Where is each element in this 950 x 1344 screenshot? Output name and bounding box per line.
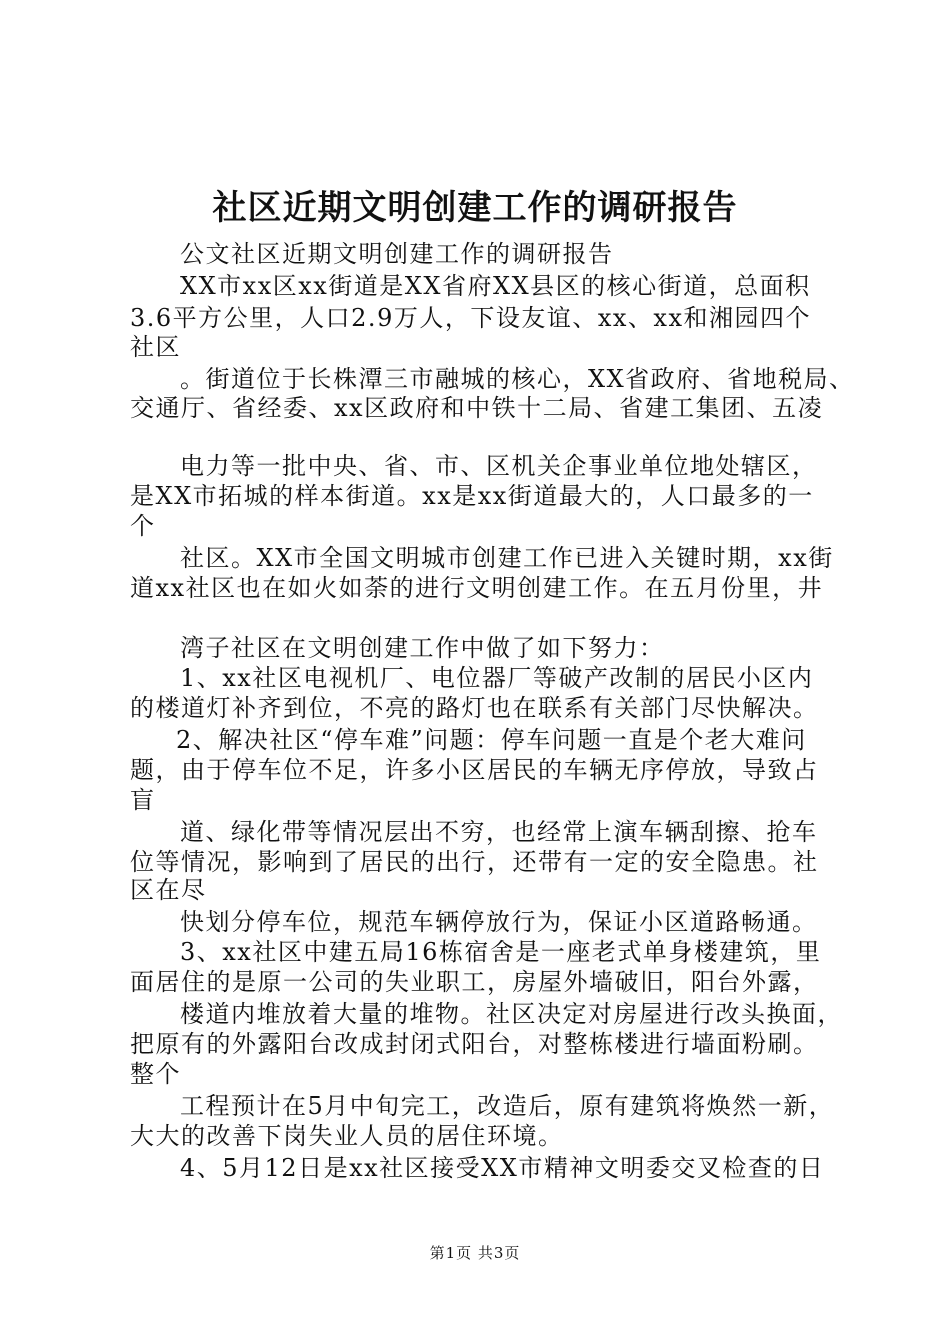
text-line: 湾子社区在文明创建工作中做了如下努力： [180,634,665,662]
text-line: 道、绿化带等情况层出不穷，也经常上演车辆刮擦、抢车 [180,818,818,846]
page-footer: 第1页 共3页 [429,1244,521,1262]
text-line: 工程预计在5月中旬完工，改造后，原有建筑将焕然一新， [180,1092,835,1120]
text-line: 大大的改善下岗失业人员的居住环境。 [130,1122,564,1150]
text-line: 楼道内堆放着大量的堆物。社区决定对房屋进行改头换面， [180,1000,843,1028]
text-line: 社区。XX市全国文明城市创建工作已进入关键时期，xx街 [180,544,834,572]
text-line: 。街道位于长株潭三市融城的核心，XX省政府、省地税局、 [180,365,855,393]
text-line: 个 [130,512,156,540]
text-line: 题，由于停车位不足，许多小区居民的车辆无序停放，导致占 [130,756,819,784]
text-line: 交通厅、省经委、xx区政府和中铁十二局、省建工集团、五凌 [130,394,824,422]
document-title: 社区近期文明创建工作的调研报告 [212,188,738,228]
text-line: 把原有的外露阳台改成封闭式阳台，对整栋楼进行墙面粉刷。 [130,1030,819,1058]
text-line: 2、解决社区“停车难”问题：停车问题一直是个老大难问 [176,726,807,754]
text-line: 是XX市拓城的样本街道。xx是xx街道最大的，人口最多的一 [130,482,814,510]
text-line: 的楼道灯补齐到位，不亮的路灯也在联系有关部门尽快解决。 [130,694,819,722]
text-line: 4、5月12日是xx社区接受XX市精神文明委交叉检查的日 [180,1154,825,1182]
text-line: 3.6平方公里，人口2.9万人，下设友谊、xx、xx和湘园四个 [130,304,811,332]
text-line: 电力等一批中央、省、市、区机关企事业单位地处辖区， [180,452,818,480]
text-line: 快划分停车位，规范车辆停放行为，保证小区道路畅通。 [180,908,818,936]
text-line: 盲 [130,786,156,814]
text-line: 公文社区近期文明创建工作的调研报告 [180,240,614,268]
text-line: 整个 [130,1060,181,1088]
text-line: 区在尽 [130,876,207,904]
text-line: 道xx社区也在如火如荼的进行文明创建工作。在五月份里，井 [130,574,824,602]
text-line: 社区 [130,333,181,361]
text-line: 1、xx社区电视机厂、电位器厂等破产改制的居民小区内 [180,664,814,692]
text-line: 3、xx社区中建五局16栋宿舍是一座老式单身楼建筑，里 [180,938,822,966]
text-line: 面居住的是原一公司的失业职工，房屋外墙破旧，阳台外露， [130,968,819,996]
text-line: XX市xx区xx街道是XX省府XX县区的核心街道，总面积 [180,272,811,300]
text-line: 位等情况，影响到了居民的出行，还带有一定的安全隐患。社 [130,848,819,876]
